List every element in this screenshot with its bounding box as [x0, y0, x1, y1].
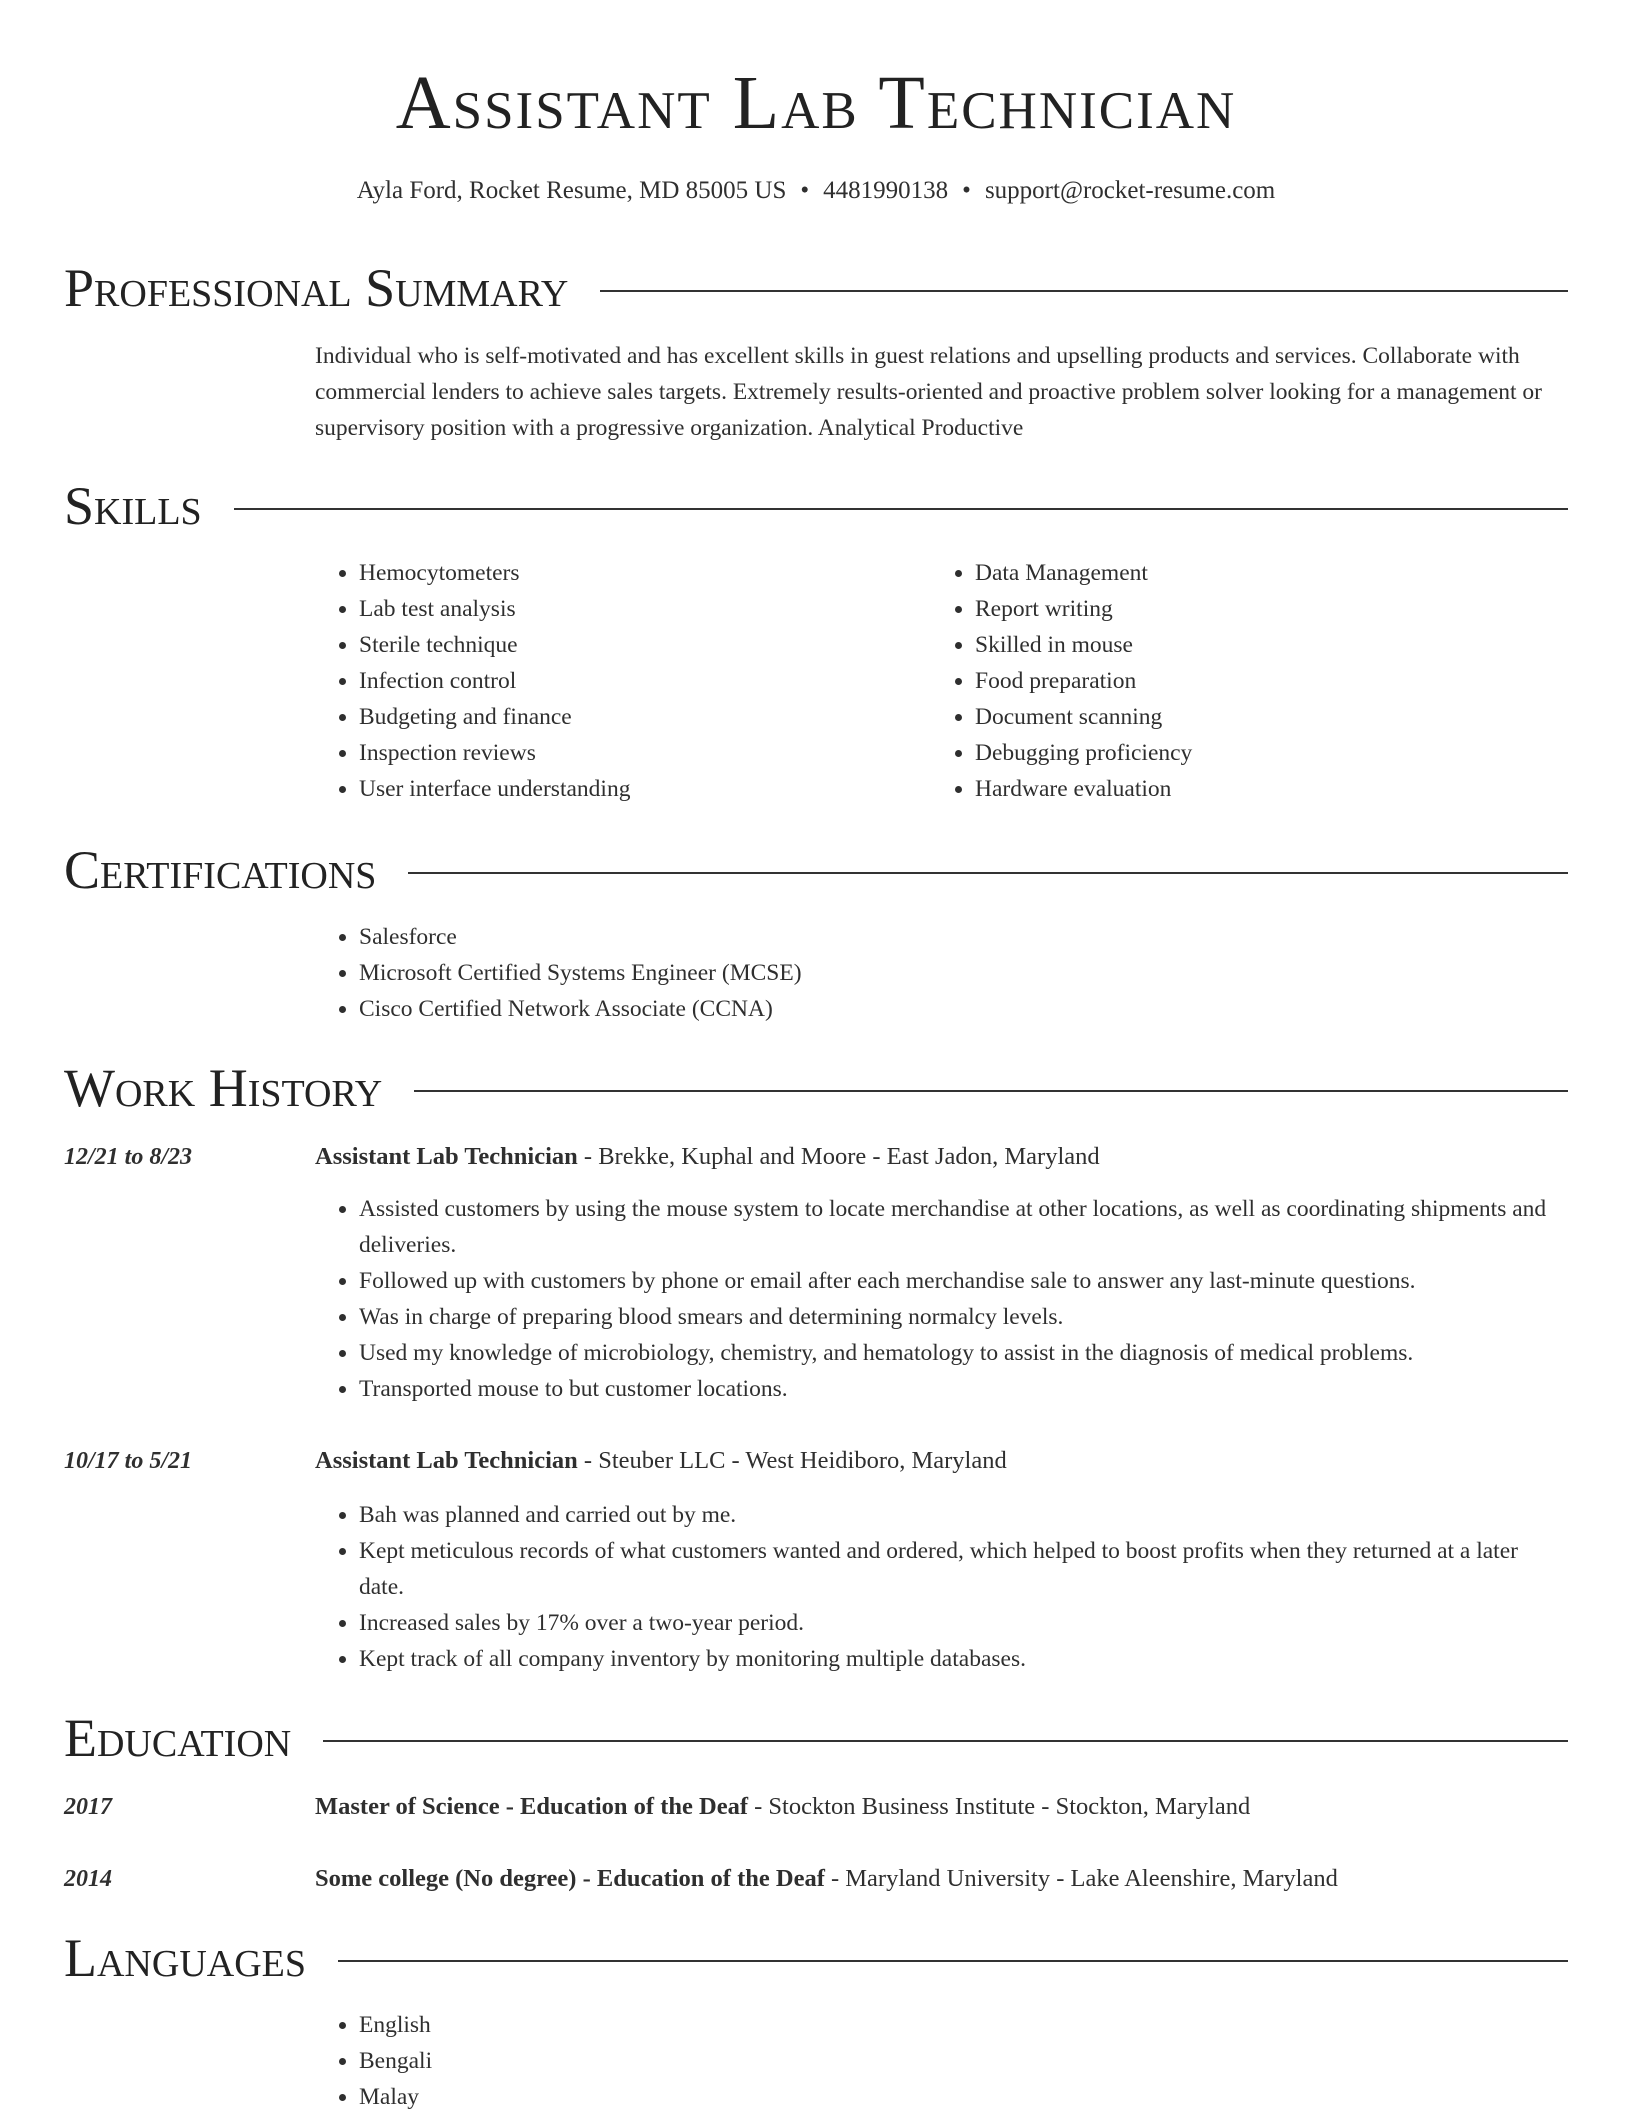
- contact-line: [64, 174, 1568, 208]
- job-title: Assistant Lab Technician: [315, 1143, 578, 1170]
- skill-item: • Hemocytometers: [359, 555, 915, 591]
- skills-list-right: [931, 555, 1531, 807]
- certification-item: • Microsoft Certified Systems Engineer (MCSE): [359, 955, 1515, 991]
- certification-item: • Salesforce: [359, 919, 1515, 955]
- section-title: Certifications: [64, 840, 377, 900]
- job-company: - Brekke, Kuphal and Moore - East Jadon, Maryland: [577, 1143, 1100, 1170]
- contact-separator: •: [962, 177, 971, 204]
- section-divider: [234, 508, 1568, 510]
- resume-title: Assistant Lab Technician: [395, 61, 1237, 145]
- education-degree: Some college (No degree) - Education of the Deaf: [315, 1865, 825, 1892]
- job-dates: 10/17 to 5/21: [64, 1448, 193, 1474]
- section-title: Work History: [64, 1058, 383, 1118]
- skill-item: • Hardware evaluation: [975, 771, 1531, 807]
- education-school: - Stockton Business Institute - Stockton, Maryland: [747, 1793, 1251, 1820]
- skill-item: • User interface understanding: [359, 771, 915, 807]
- job-bullet: • Used my knowledge of microbiology, chemistry, and hematology to assist in the diagnosis of medical problems.: [359, 1335, 1565, 1371]
- job-bullet: • Bah was planned and carried out by me.: [359, 1497, 1565, 1533]
- section-divider: [600, 290, 1568, 292]
- section-skills-heading: [64, 474, 1568, 538]
- contact-address: Ayla Ford, Rocket Resume, MD 85005 US: [356, 177, 787, 204]
- certifications-list: [315, 919, 1515, 1027]
- job-heading: [315, 1139, 1575, 1175]
- education-entry: [315, 1861, 1575, 1897]
- job-bullet: • Kept track of all company inventory by monitoring multiple databases.: [359, 1641, 1565, 1677]
- job-bullets: [315, 1497, 1565, 1677]
- section-summary-heading: [64, 256, 1568, 320]
- job-heading: [315, 1443, 1575, 1479]
- section-divider: [323, 1740, 1568, 1742]
- education-year: 2017: [64, 1794, 112, 1820]
- skill-item: • Report writing: [975, 591, 1531, 627]
- skill-item: • Infection control: [359, 663, 915, 699]
- skill-item: • Skilled in mouse: [975, 627, 1531, 663]
- skill-item: • Sterile technique: [359, 627, 915, 663]
- section-certifications-heading: [64, 838, 1568, 902]
- skill-item: • Debugging proficiency: [975, 735, 1531, 771]
- contact-email[interactable]: support@rocket-resume.com: [984, 177, 1276, 204]
- contact-separator: •: [800, 177, 810, 204]
- section-title: Education: [64, 1708, 292, 1768]
- summary-text: Individual who is self-motivated and has excellent skills in guest relations and upselling products and services. Collaborate with commercial lenders to achieve sales targets. Extremely results-oriented and proactive problem solver looking for a management or supervisory position with a progressive organization. Analytical Productive: [315, 343, 1543, 441]
- job-title: Assistant Lab Technician: [315, 1447, 578, 1474]
- job-bullet: • Increased sales by 17% over a two-year period.: [359, 1605, 1565, 1641]
- job-bullet: • Was in charge of preparing blood smears and determining normalcy levels.: [359, 1299, 1565, 1335]
- job-bullet: • Followed up with customers by phone or email after each merchandise sale to answer any last-minute questions.: [359, 1263, 1565, 1299]
- job-bullet: • Kept meticulous records of what customers wanted and ordered, which helped to boost profits when they returned at a later date.: [359, 1533, 1565, 1605]
- language-item: • Bengali: [359, 2043, 1315, 2079]
- certification-item: • Cisco Certified Network Associate (CCNA): [359, 991, 1515, 1027]
- section-title: Professional Summary: [64, 258, 569, 318]
- section-divider: [338, 1960, 1568, 1962]
- skill-item: • Inspection reviews: [359, 735, 915, 771]
- skill-item: • Data Management: [975, 555, 1531, 591]
- languages-list: [315, 2007, 1315, 2115]
- job-company: - Steuber LLC - West Heidiboro, Maryland: [577, 1447, 1007, 1474]
- skill-item: • Lab test analysis: [359, 591, 915, 627]
- section-divider: [414, 1090, 1568, 1092]
- job-bullet: • Transported mouse to but customer locations.: [359, 1371, 1565, 1407]
- job-bullets: [315, 1191, 1565, 1407]
- education-degree: Master of Science - Education of the Deaf: [315, 1793, 748, 1820]
- section-title: Skills: [64, 476, 202, 536]
- section-work-heading: [64, 1056, 1568, 1120]
- education-entry: [315, 1789, 1575, 1825]
- contact-phone: 4481990138: [823, 177, 949, 204]
- section-title: Languages: [64, 1928, 306, 1988]
- job-dates: 12/21 to 8/23: [64, 1144, 193, 1170]
- language-item: • Malay: [359, 2079, 1315, 2115]
- education-year: 2014: [64, 1866, 112, 1892]
- skill-item: • Food preparation: [975, 663, 1531, 699]
- skill-item: • Document scanning: [975, 699, 1531, 735]
- job-bullet: • Assisted customers by using the mouse system to locate merchandise at other locations, as well as coordinating shipments and deliveries.: [359, 1191, 1565, 1263]
- language-item: • English: [359, 2007, 1315, 2043]
- skill-item: • Budgeting and finance: [359, 699, 915, 735]
- section-education-heading: [64, 1706, 1568, 1770]
- education-school: - Maryland University - Lake Aleenshire, Maryland: [824, 1865, 1338, 1892]
- section-languages-heading: [64, 1926, 1568, 1990]
- section-divider: [408, 872, 1568, 874]
- skills-list-left: [315, 555, 915, 807]
